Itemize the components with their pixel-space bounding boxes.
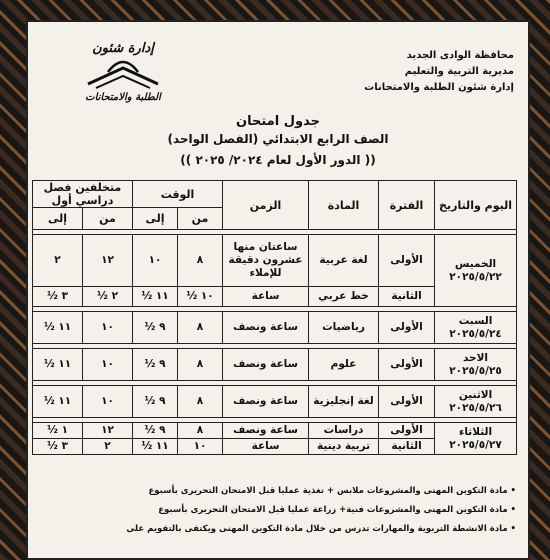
column-header-from: من [178, 208, 223, 230]
lagging-to-cell: ٢ [33, 235, 83, 287]
subject-cell: رياضيات [309, 312, 379, 344]
time-to-cell: ٩ ½ [133, 423, 178, 439]
day-name: السبت [458, 314, 493, 327]
day-cell [435, 386, 517, 418]
grade-title: الصف الرابع الابتدائي (الفصل الواحد) [167, 132, 389, 146]
exam-date: ٢٠٢٥/٥/٢٥ [449, 364, 502, 377]
schedule-title: جدول امتحان [236, 114, 320, 129]
time-from-cell: ١٠ [178, 439, 223, 455]
exam-date: ٢٠٢٥/٥/٢٦ [449, 401, 502, 414]
duration-cell: ساعة [223, 439, 309, 455]
time-from-cell: ٨ [178, 235, 223, 287]
period-cell: الأولى [379, 235, 435, 287]
day-cell [435, 423, 517, 455]
time-from-cell: ٨ [178, 386, 223, 418]
lagging-to-cell: ٣ ½ [33, 439, 83, 455]
table-row [33, 423, 517, 439]
table-row [33, 235, 517, 287]
logo-text-top: إدارة شئون [92, 41, 154, 56]
day-name: الاثنين [458, 388, 493, 401]
column-header-day: اليوم والتاريخ [435, 181, 517, 230]
duration-cell: ساعة ونصف [223, 312, 309, 344]
lagging-to-cell: ١١ ½ [33, 349, 83, 381]
lagging-to-cell: ١١ ½ [33, 386, 83, 418]
lagging-from-cell: ١٢ [83, 235, 133, 287]
time-from-cell: ٨ [178, 312, 223, 344]
table-row [33, 312, 517, 344]
time-to-cell: ٩ ½ [133, 386, 178, 418]
session-title: (( الدور الأول لعام ٢٠٢٤/ ٢٠٢٥ )) [180, 153, 376, 167]
day-name: الخميس [454, 257, 497, 270]
duration-cell: ساعة ونصف [223, 386, 309, 418]
table-row [33, 386, 517, 418]
day-name: الثلاثاء [458, 425, 493, 438]
period-cell: الثانية [379, 439, 435, 455]
time-to-cell: ١١ ½ [133, 439, 178, 455]
day-cell [435, 235, 517, 307]
time-to-cell: ١٠ [133, 235, 178, 287]
exam-date: ٢٠٢٥/٥/٢٤ [449, 327, 502, 340]
authority-line: مديرية التربية والتعليم [404, 66, 514, 77]
period-cell: الأولى [379, 386, 435, 418]
logo-caption: الطلبة والامتحانات [85, 92, 161, 103]
column-header-time: الوقت [133, 181, 223, 208]
note-item: • مادة التكوين المهنى والمشروعات ملابس + تغذية عمليا قبل الامتحان التحريرى بأسبوع [46, 482, 516, 501]
exam-schedule-document [26, 20, 530, 560]
lagging-from-cell: ١٢ [83, 423, 133, 439]
day-cell [435, 312, 517, 344]
lagging-from-cell: ١٠ [83, 312, 133, 344]
column-header-duration: الزمن [223, 181, 309, 230]
exam-date: ٢٠٢٥/٥/٢٢ [449, 270, 502, 283]
schedule-table [32, 180, 517, 455]
subject-cell: لغة إنجليزية [309, 386, 379, 418]
period-cell: الأولى [379, 312, 435, 344]
authority-line: إدارة شئون الطلبة والامتحانات [364, 82, 514, 93]
note-item: • مادة الانشطة التربوية والمهارات تدرس من خلال مادة التكوين المهنى ويكتفى بالتقويم على [46, 520, 516, 539]
issuing-authority [344, 48, 514, 96]
lagging-from-cell: ١٠ [83, 349, 133, 381]
time-from-cell: ١٠ ½ [178, 287, 223, 307]
lagging-to-cell: ١ ½ [33, 423, 83, 439]
lagging-from-cell: ١٠ [83, 386, 133, 418]
column-header-subject: المادة [309, 181, 379, 230]
column-header-to: إلى [133, 208, 178, 230]
note-item: • مادة التكوين المهنى والمشروعات فنية+ زراعة عمليا قبل الامتحان التحريرى بأسبوع [46, 501, 516, 520]
column-header-lagging-from: من [83, 208, 133, 230]
lagging-to-cell: ١١ ½ [33, 312, 83, 344]
period-cell: الأولى [379, 349, 435, 381]
duration-cell: ساعتان منها عشرون دقيقة للإملاء [223, 235, 309, 287]
subject-cell: دراسات [309, 423, 379, 439]
period-cell: الثانية [379, 287, 435, 307]
lagging-from-cell: ٢ [83, 439, 133, 455]
subject-cell: خط عربي [309, 287, 379, 307]
time-from-cell: ٨ [178, 423, 223, 439]
table-row [33, 349, 517, 381]
subject-cell: لغة عربية [309, 235, 379, 287]
period-cell: الأولى [379, 423, 435, 439]
time-from-cell: ٨ [178, 349, 223, 381]
lagging-from-cell: ٢ ½ [83, 287, 133, 307]
time-to-cell: ٩ ½ [133, 312, 178, 344]
column-header-lagging-to: إلى [33, 208, 83, 230]
day-name: الاحد [462, 351, 489, 364]
exam-date: ٢٠٢٥/٥/٢٧ [449, 438, 502, 451]
subject-cell: علوم [309, 349, 379, 381]
column-header-period: الفترة [379, 181, 435, 230]
duration-cell: ساعة [223, 287, 309, 307]
time-to-cell: ١١ ½ [133, 287, 178, 307]
duration-cell: ساعة ونصف [223, 349, 309, 381]
subject-cell: تربية دينية [309, 439, 379, 455]
column-header-lagging: متخلفين فصل دراسي أول [33, 181, 133, 208]
notes-list [46, 482, 516, 539]
duration-cell: ساعة ونصف [223, 423, 309, 439]
authority-line: محافظة الوادى الجديد [406, 50, 514, 61]
lagging-to-cell: ٣ ½ [33, 287, 83, 307]
day-cell [435, 349, 517, 381]
time-to-cell: ٩ ½ [133, 349, 178, 381]
